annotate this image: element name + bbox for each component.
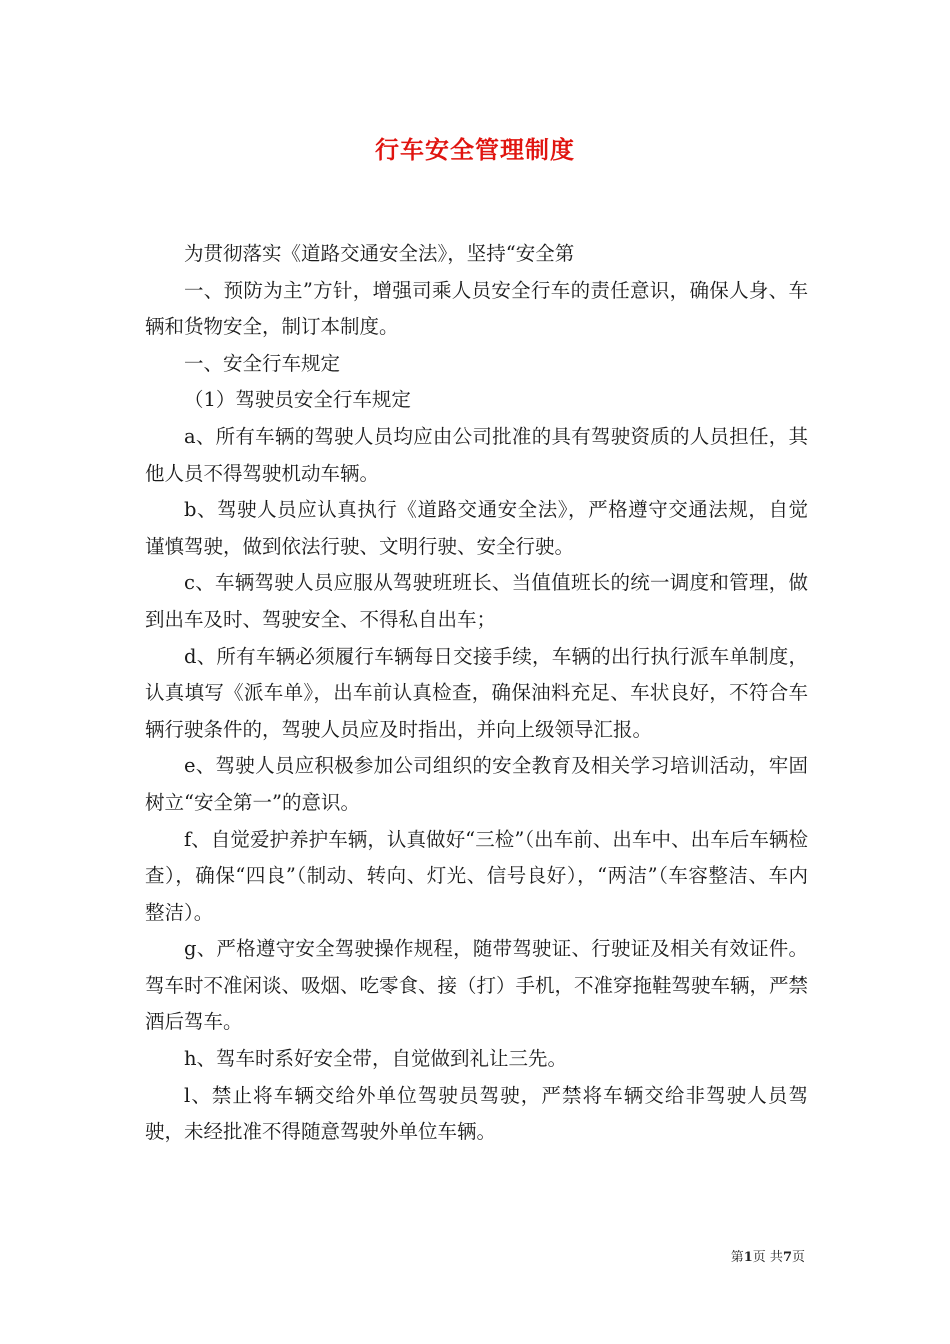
paragraph-purpose: 一、预防为主”方针，增强司乘人员安全行车的责任意识，确保人身、车辆和货物安全，制订本制度。: [145, 278, 808, 339]
rule-item-e: e、驾驶人员应积极参加公司组织的安全教育及相关学习培训活动，牢固树立“安全第一”的意识。: [145, 754, 808, 814]
footer-suffix: 页: [791, 1250, 805, 1265]
paragraph-intro: 为贯彻落实《道路交通安全法》，坚持“安全第: [184, 242, 575, 265]
rule-item-a: a、所有车辆的驾驶人员均应由公司批准的具有驾驶资质的人员担任，其他人员不得驾驶机动车辆。: [145, 424, 808, 485]
rule-item-f: f、自觉爱护养护车辆，认真做好“三检”（出车前、出车中、出车后车辆检查），确保“四良”（制动、转向、灯光、信号良好），“两洁”（车容整洁、车内整洁）。: [145, 827, 808, 924]
total-page-number: 7: [782, 1250, 792, 1265]
document-title: 行车安全管理制度: [375, 135, 575, 164]
rule-item-d: d、所有车辆必须履行车辆每日交接手续，车辆的出行执行派车单制度，认真填写《派车单》，出车前认真检查，确保油料充足、车状良好，不符合车辆行驶条件的，驾驶人员应及时指出，并向上级领导汇报。: [145, 644, 808, 741]
rule-item-g: g、严格遵守安全驾驶操作规程，随带驾驶证、行驶证及相关有效证件。驾车时不准闲谈、吸烟、吃零食、接（打）手机，不准穿拖鞋驾驶车辆，严禁酒后驾车。: [145, 937, 809, 1034]
footer-prefix: 第: [730, 1250, 744, 1265]
subsection-heading: （1）驾驶员安全行车规定: [184, 388, 411, 412]
rule-item-l: l、禁止将车辆交给外单位驾驶员驾驶，严禁将车辆交给非驾驶人员驾驶，未经批准不得随意驾驶外单位车辆。: [145, 1083, 808, 1144]
document-body: [145, 236, 808, 1151]
section-heading: 一、安全行车规定: [184, 351, 341, 375]
page-number-footer: [731, 1246, 805, 1265]
rule-item-h: h、驾车时系好安全带，自觉做到礼让三先。: [184, 1047, 568, 1071]
current-page-number: 1: [743, 1250, 753, 1265]
rule-item-c: c、车辆驾驶人员应服从驾驶班班长、当值值班长的统一调度和管理，做到出车及时、驾驶安全、不得私自出车；: [145, 571, 808, 631]
footer-middle: 页 共: [752, 1250, 783, 1265]
rule-item-b: b、驾驶人员应认真执行《道路交通安全法》，严格遵守交通法规，自觉谨慎驾驶，做到依法行驶、文明行驶、安全行驶。: [145, 498, 808, 558]
